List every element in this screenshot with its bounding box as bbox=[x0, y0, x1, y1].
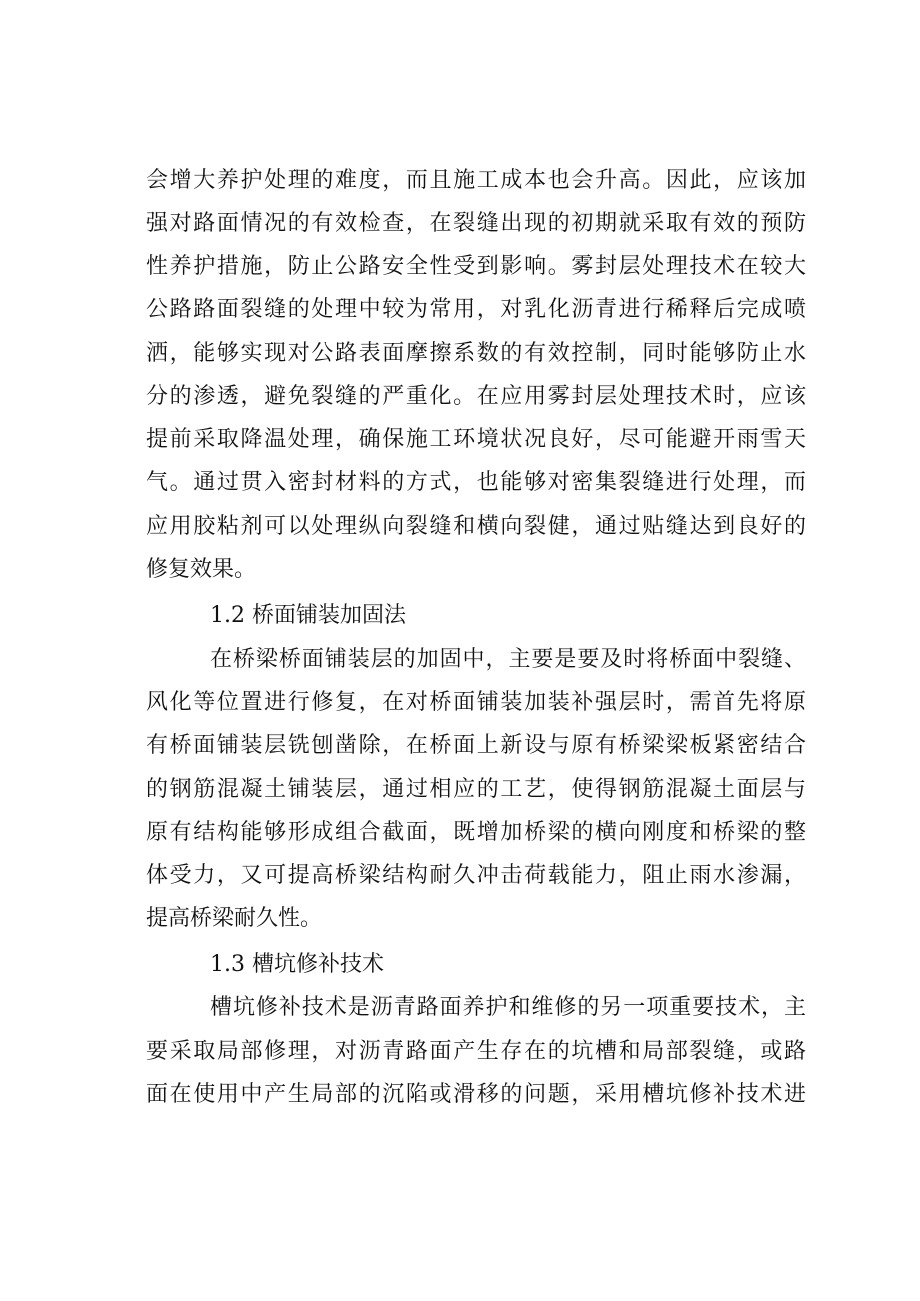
section-heading-1-2: 1.2 桥面铺装加固法 bbox=[210, 603, 406, 628]
paragraph-line: 原有结构能够形成组合截面，既增加桥梁的横向刚度和桥梁的整 bbox=[146, 820, 806, 845]
paragraph-line: 分的渗透，避免裂缝的严重化。在应用雾封层处理技术时，应该 bbox=[146, 384, 806, 409]
paragraph-line: 的钢筋混凝土铺装层，通过相应的工艺，使得钢筋混凝土面层与 bbox=[146, 777, 806, 802]
paragraph-line: 公路路面裂缝的处理中较为常用，对乳化沥青进行稀释后完成喷 bbox=[146, 297, 806, 322]
paragraph-line: 提高桥梁耐久性。 bbox=[146, 906, 323, 931]
section-heading-1-3: 1.3 槽坑修补技术 bbox=[210, 952, 384, 977]
paragraph-line: 性养护措施，防止公路安全性受到影响。雾封层处理技术在较大 bbox=[146, 254, 806, 279]
paragraph-line: 会增大养护处理的难度，而且施工成本也会升高。因此，应该加 bbox=[146, 168, 806, 193]
paragraph-line: 提前采取降温处理，确保施工环境状况良好，尽可能避开雨雪天 bbox=[146, 427, 806, 452]
paragraph-line: 有桥面铺装层铣刨凿除，在桥面上新设与原有桥梁梁板紧密结合 bbox=[146, 733, 806, 758]
paragraph-line: 应用胶粘剂可以处理纵向裂缝和横向裂健，通过贴缝达到良好的 bbox=[146, 514, 806, 539]
paragraph-line: 要采取局部修理，对沥青路面产生存在的坑槽和局部裂缝，或路 bbox=[146, 1039, 806, 1064]
paragraph-line: 在桥梁桥面铺装层的加固中，主要是要及时将桥面中裂缝、 bbox=[210, 647, 806, 672]
paragraph-line: 风化等位置进行修复，在对桥面铺装加装补强层时，需首先将原 bbox=[146, 690, 806, 715]
paragraph-line: 洒，能够实现对公路表面摩擦系数的有效控制，同时能够防止水 bbox=[146, 341, 806, 366]
paragraph-line: 槽坑修补技术是沥青路面养护和维修的另一项重要技术，主 bbox=[210, 995, 806, 1020]
paragraph-line: 气。通过贯入密封材料的方式，也能够对密集裂缝进行处理，而 bbox=[146, 470, 806, 495]
paragraph-line: 体受力，又可提高桥梁结构耐久冲击荷载能力，阻止雨水渗漏， bbox=[146, 863, 806, 888]
paragraph-line: 强对路面情况的有效检查，在裂缝出现的初期就采取有效的预防 bbox=[146, 211, 806, 236]
paragraph-line: 修复效果。 bbox=[146, 557, 257, 582]
paragraph-line: 面在使用中产生局部的沉陷或滑移的问题，采用槽坑修补技术进 bbox=[146, 1082, 806, 1107]
